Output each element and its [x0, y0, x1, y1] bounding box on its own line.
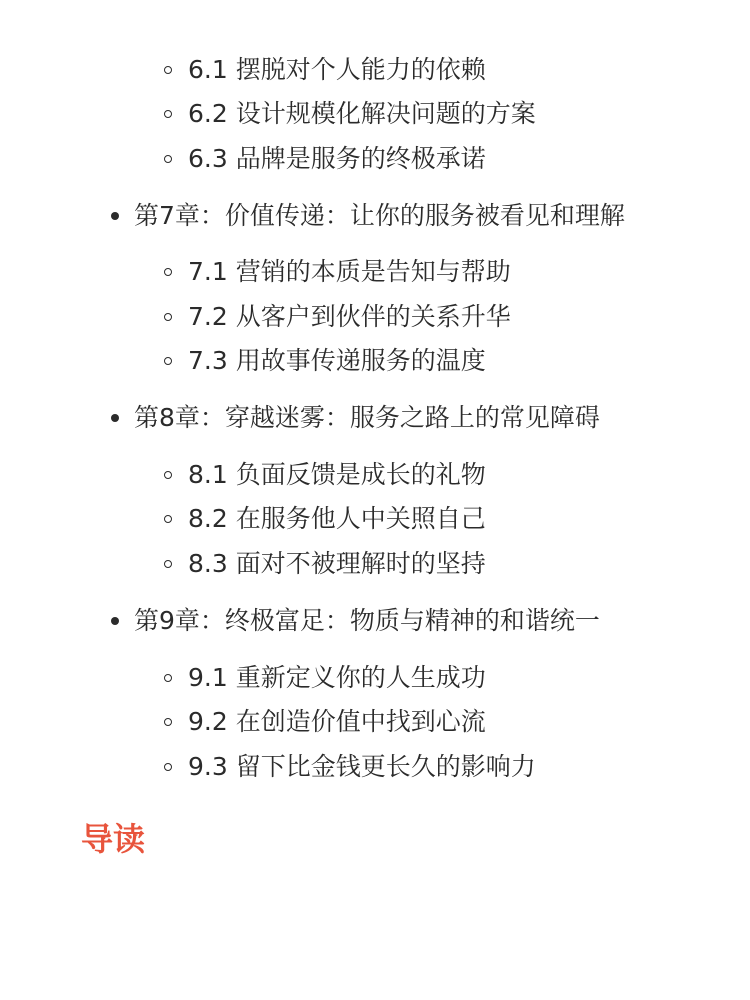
subsection-item: 7.2 从客户到伙伴的关系升华	[188, 302, 511, 331]
subsection-item: 8.3 面对不被理解时的坚持	[188, 549, 486, 578]
circle-bullet-icon	[164, 471, 172, 479]
circle-bullet-icon	[164, 674, 172, 682]
subsection-item: 6.3 品牌是服务的终极承诺	[188, 144, 486, 173]
subsection-item: 8.2 在服务他人中关照自己	[188, 504, 486, 533]
subsection-item: 9.1 重新定义你的人生成功	[188, 663, 486, 692]
disc-bullet-icon	[111, 617, 119, 625]
circle-bullet-icon	[164, 763, 172, 771]
chapter-item: 第8章：穿越迷雾：服务之路上的常见障碍	[134, 403, 600, 432]
subsection-item: 8.1 负面反馈是成长的礼物	[188, 460, 486, 489]
circle-bullet-icon	[164, 313, 172, 321]
subsection-item: 9.2 在创造价值中找到心流	[188, 707, 486, 736]
circle-bullet-icon	[164, 357, 172, 365]
subsection-item: 9.3 留下比金钱更长久的影响力	[188, 752, 536, 781]
circle-bullet-icon	[164, 155, 172, 163]
subsection-item: 6.1 摆脱对个人能力的依赖	[188, 55, 486, 84]
disc-bullet-icon	[111, 414, 119, 422]
subsection-item: 7.1 营销的本质是告知与帮助	[188, 257, 511, 286]
chapter-item: 第9章：终极富足：物质与精神的和谐统一	[134, 606, 600, 635]
section-heading: 导读	[81, 820, 146, 858]
chapter-item: 第7章：价值传递：让你的服务被看见和理解	[134, 201, 625, 230]
circle-bullet-icon	[164, 268, 172, 276]
disc-bullet-icon	[111, 212, 119, 220]
subsection-item: 6.2 设计规模化解决问题的方案	[188, 99, 536, 128]
circle-bullet-icon	[164, 66, 172, 74]
circle-bullet-icon	[164, 718, 172, 726]
circle-bullet-icon	[164, 515, 172, 523]
circle-bullet-icon	[164, 110, 172, 118]
subsection-item: 7.3 用故事传递服务的温度	[188, 346, 486, 375]
circle-bullet-icon	[164, 560, 172, 568]
